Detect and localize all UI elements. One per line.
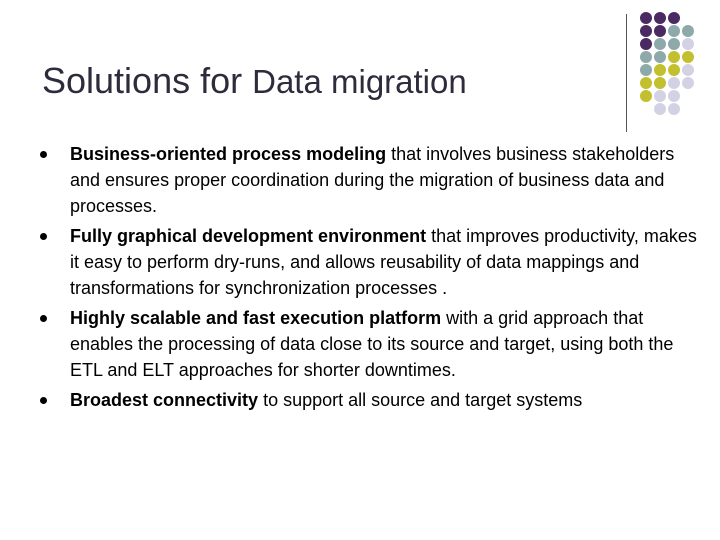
title-part-1: Solutions for (42, 60, 253, 101)
bullet-text: to support all source and target systems (258, 390, 583, 410)
bullet-item (40, 141, 700, 219)
slide-title (42, 60, 467, 102)
bullet-icon (40, 397, 47, 404)
bullet-text: that involves business stakeholders and ensures proper coordination during the migration of business data and processes. (70, 144, 675, 216)
decorative-dot (668, 103, 680, 115)
decorative-dot (654, 64, 666, 76)
bullet-icon (40, 151, 47, 158)
decorative-dot (668, 38, 680, 50)
decorative-dot (682, 77, 694, 89)
bullet-emphasis: Business-oriented process modeling (70, 144, 387, 164)
decorative-dot (668, 90, 680, 102)
decorative-dot (654, 77, 666, 89)
bullet-emphasis: Highly scalable and fast execution platform (70, 308, 442, 328)
decorative-dot (668, 51, 680, 63)
decorative-dot (682, 38, 694, 50)
decorative-dot (654, 12, 666, 24)
bullet-emphasis: Broadest connectivity (70, 390, 259, 410)
bullet-icon (40, 233, 47, 240)
title-divider-line (626, 14, 627, 132)
bullet-emphasis: Fully graphical development environment (70, 226, 427, 246)
decorative-dot (654, 25, 666, 37)
decorative-dot (640, 64, 652, 76)
decorative-dot (654, 103, 666, 115)
decorative-dot (640, 38, 652, 50)
decorative-dot (640, 51, 652, 63)
decorative-dot-grid (640, 12, 720, 120)
bullet-item (40, 387, 700, 413)
decorative-dot (682, 25, 694, 37)
bullet-item (40, 305, 700, 383)
decorative-dot (654, 51, 666, 63)
bullet-list (40, 141, 700, 417)
decorative-dot (668, 12, 680, 24)
bullet-text: that improves productivity, makes it easy to perform dry-runs, and allows reusability of data mappings and transformations for synchronization processes . (70, 226, 697, 298)
decorative-dot (640, 77, 652, 89)
decorative-dot (682, 51, 694, 63)
decorative-dot (640, 25, 652, 37)
decorative-dot (668, 77, 680, 89)
decorative-dot (682, 64, 694, 76)
decorative-dot (668, 64, 680, 76)
decorative-dot (654, 38, 666, 50)
bullet-text: with a grid approach that enables the processing of data close to its source and target, using both the ETL and ELT approaches for shorter downtimes. (70, 308, 674, 380)
bullet-item (40, 223, 700, 301)
decorative-dot (640, 12, 652, 24)
decorative-dot (654, 90, 666, 102)
decorative-dot (668, 25, 680, 37)
decorative-dot (640, 90, 652, 102)
title-part-2: Data migration (252, 63, 467, 100)
bullet-icon (40, 315, 47, 322)
